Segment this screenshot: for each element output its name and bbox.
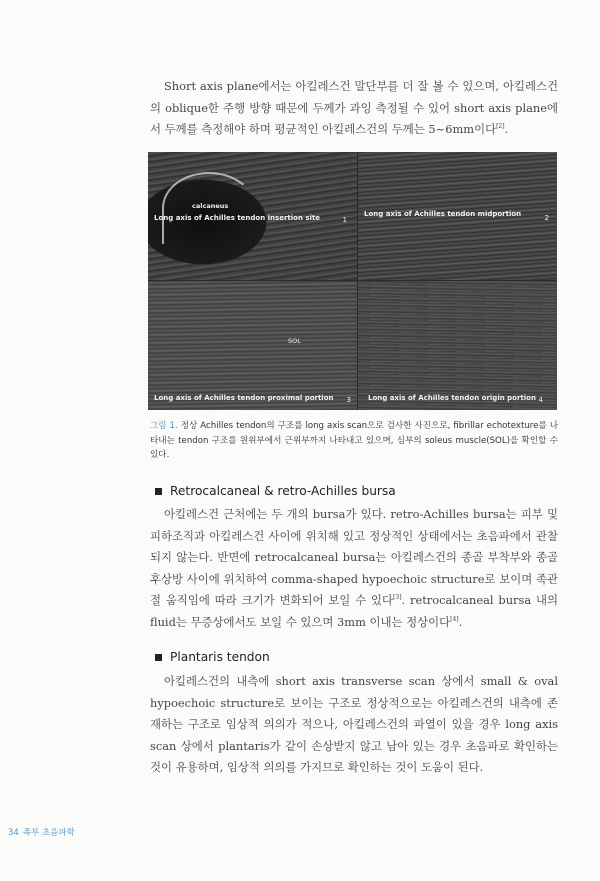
figure-panel-3	[148, 281, 357, 410]
section-heading-bursa-text: Retrocalcaneal & retro-Achilles bursa	[170, 484, 396, 498]
reference-marker: [3]	[393, 594, 402, 602]
calcaneus-label: calcaneus	[192, 202, 229, 210]
panel-3-label: Long axis of Achilles tendon proximal portion	[154, 394, 334, 402]
bursa-paragraph-end: .	[458, 614, 463, 629]
section-heading-plantaris-text: Plantaris tendon	[170, 650, 270, 664]
panel-1-number: 1	[342, 216, 347, 224]
reference-marker: [4]	[450, 615, 459, 623]
intro-paragraph-text: Short axis plane에서는 아킬레스건 말단부를 더 잘 볼 수 있으며, 아킬레스건의 oblique한 주행 방향 때문에 두께가 과잉 측정될 수 있어 short axis plane에서 두께를 측정해야 하며 평균적인 아킬레스건의 두께는 5~6mm이다	[150, 79, 558, 136]
panel-3-number: 3	[346, 396, 351, 404]
caption-label: 그림 1.	[150, 421, 178, 431]
figure-panel-2	[358, 152, 557, 280]
panel-4-number: 4	[538, 396, 543, 404]
figure-panel-4	[358, 281, 557, 410]
bursa-paragraph-text-a: 아킬레스건 근처에는 두 개의 bursa가 있다. retro-Achilles bursa는 피부 및 피하조직과 아킬레스건 사이에 위치해 있고 정상적인 상태에서는 초음파에서 관찰되지 않는다. 반면에 retrocalcaneal bursa는 아킬레스건의 종골 부착부와 종골 후상방 사이에 위치하여 comma-shaped hypoechoic structure로 보이며 족관절 움직임에 따라 크기가 변화되어 보일 수 있다	[150, 507, 558, 607]
bullet-square-icon	[155, 654, 162, 661]
panel-2-number: 2	[544, 214, 549, 222]
page-number: 34	[8, 828, 19, 838]
footer-section-title: 족부 초음파학	[22, 828, 75, 838]
section-heading-plantaris	[155, 650, 270, 664]
ultrasound-figure	[148, 152, 557, 410]
panel-2-label: Long axis of Achilles tendon midportion	[364, 210, 522, 218]
intro-paragraph-end: .	[504, 122, 509, 136]
bullet-square-icon	[155, 488, 162, 495]
figure-panel-1	[148, 152, 357, 280]
intro-paragraph	[150, 76, 558, 141]
page-footer	[8, 826, 75, 838]
panel-4-label: Long axis of Achilles tendon origin portion	[368, 394, 536, 402]
reference-marker: [2]	[496, 123, 505, 131]
plantaris-paragraph-text: 아킬레스건의 내측에 short axis transverse scan 상에서 small & oval hypoechoic structure로 보이는 구조로 정상적으로는 아킬레스건의 내측에 존재하는 구조로 임상적 의의가 적으나, 아킬레스건의 파열이 있을 경우 long axis scan 상에서 plantaris가 같이 손상받지 않고 남아 있는 경우 초음파로 확인하는 것이 유용하며, 임상적 의의를 가지므로 확인하는 것이 도움이 된다.	[150, 674, 558, 774]
bursa-paragraph-text-b: . retrocalcaneal bursa 내의 fluid는 무증상에서도 보일 수 있으며 3mm 이내는 정상이다	[150, 593, 558, 629]
plantaris-paragraph	[150, 671, 558, 779]
bursa-paragraph	[150, 504, 558, 633]
figure-caption	[150, 419, 558, 463]
section-heading-bursa	[155, 484, 396, 498]
panel-1-label: Long axis of Achilles tendon insertion site	[154, 214, 321, 222]
caption-text: 정상 Achilles tendon의 구조를 long axis scan으로 검사한 사진으로, fibrillar echotexture를 나타내는 tendon 구조를 원위부에서 근위부까지 나타내고 있으며, 심부의 soleus muscle(SOL)을 확인할 수 있다.	[150, 421, 559, 460]
soleus-label: SOL	[288, 337, 301, 345]
